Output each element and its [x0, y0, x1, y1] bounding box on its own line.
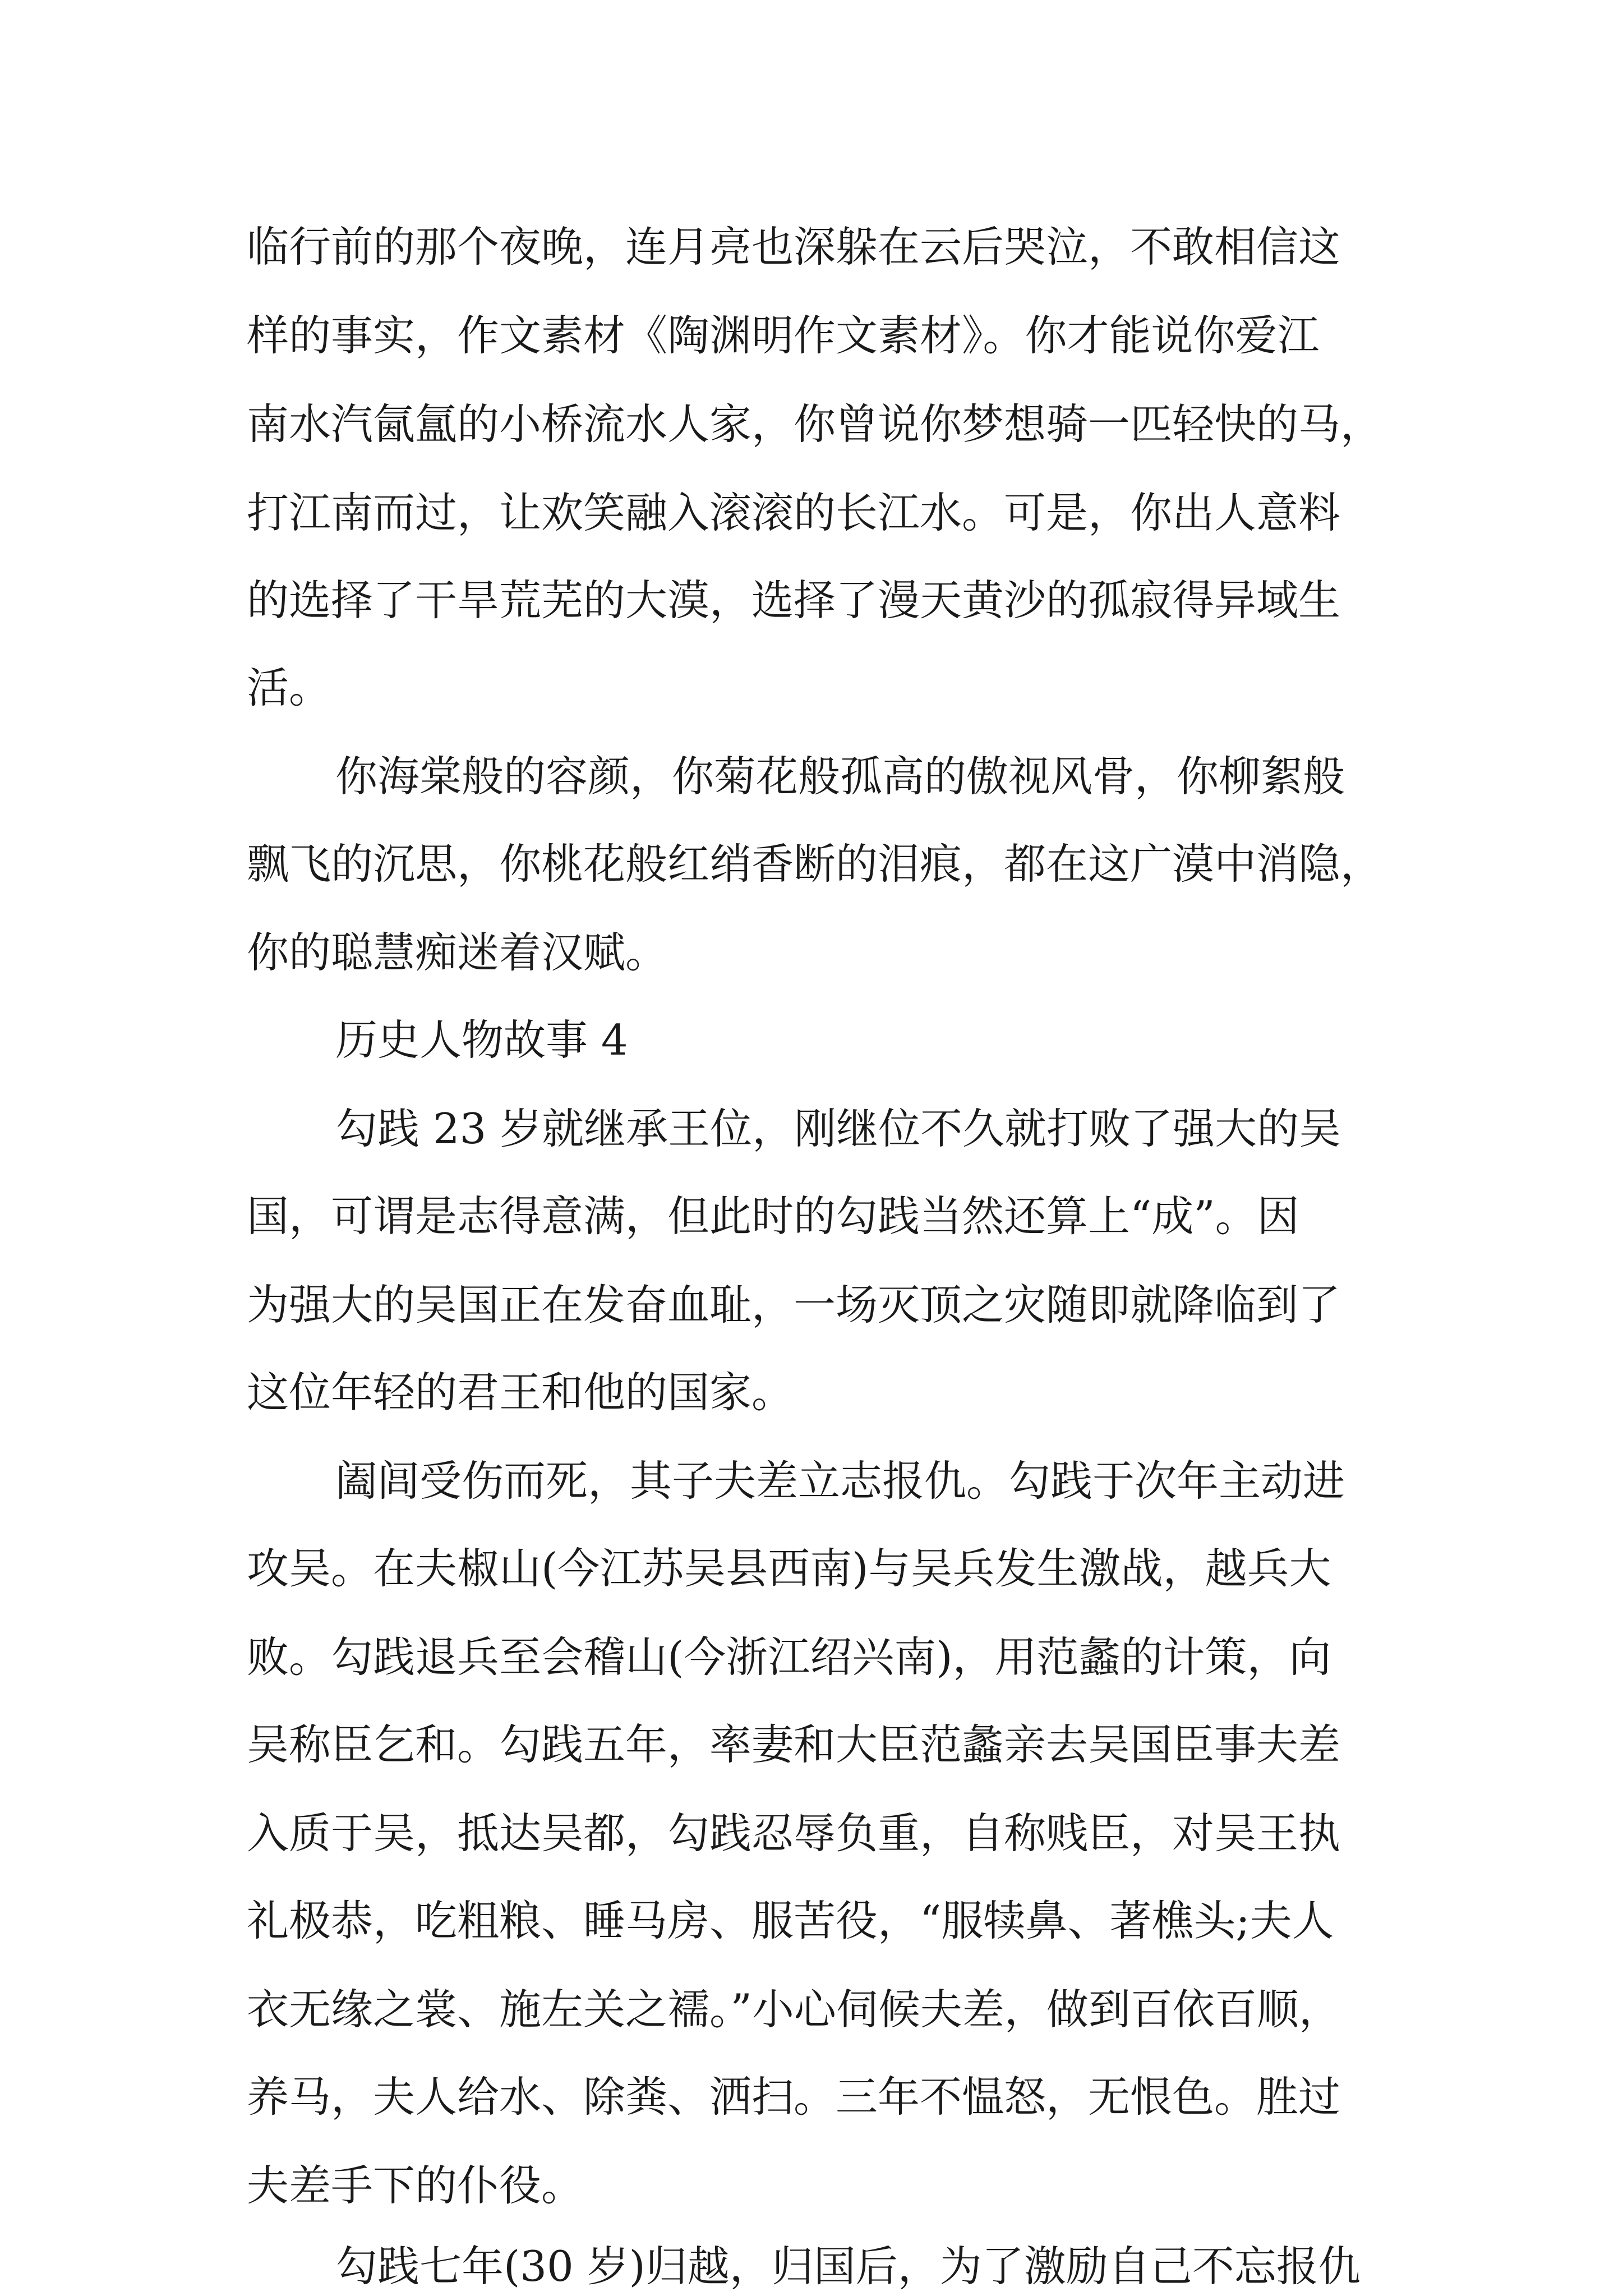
- text-line: 攻吴。在夫椒山(今江苏吴县西南)与吴兵发生激战，越兵大: [247, 1544, 1331, 1593]
- section-heading: 历史人物故事 4: [335, 1015, 628, 1065]
- text-line: 国，可谓是志得意满，但此时的勾践当然还算上“成”。因: [247, 1191, 1299, 1241]
- text-line: 养马，夫人给水、除粪、洒扫。三年不愠怒，无恨色。胜过: [247, 2072, 1341, 2122]
- text-line: 南水汽氤氲的小桥流水人家，你曾说你梦想骑一匹轻快的马，: [247, 399, 1383, 449]
- text-line: 入质于吴，抵达吴都，勾践忍辱负重，自称贱臣，对吴王执: [247, 1809, 1341, 1858]
- text-line: 败。勾践退兵至会稽山(今浙江绍兴南)，用范蠡的计策，向: [247, 1632, 1331, 1682]
- paragraph-first-line: 阖闾受伤而死，其子夫差立志报仇。勾践于次年主动进: [335, 1456, 1345, 1506]
- text-line: 礼极恭，吃粗粮、睡马房、服苦役，“服犊鼻、著樵头;夫人: [247, 1896, 1334, 1945]
- paragraph-first-line: 勾践 23 岁就继承王位，刚继位不久就打败了强大的吴: [335, 1104, 1341, 1153]
- text-line: 打江南而过，让欢笑融入滚滚的长江水。可是，你出人意料: [247, 488, 1341, 537]
- text-line: 的选择了干旱荒芜的大漠，选择了漫天黄沙的孤寂得异域生: [247, 576, 1341, 625]
- paragraph-first-line: 你海棠般的容颜，你菊花般孤高的傲视风骨，你柳絮般: [335, 752, 1345, 801]
- text-line: 这位年轻的君王和他的国家。: [247, 1368, 794, 1417]
- text-line: 夫差手下的仆役。: [247, 2161, 584, 2210]
- text-line: 活。: [247, 663, 331, 712]
- paragraph-first-line: 勾践七年(30 岁)归越，归国后，为了激励自己不忘报仇: [335, 2242, 1361, 2291]
- text-line: 衣无缘之裳、施左关之襦。”小心伺候夫差，做到百依百顺，: [247, 1985, 1341, 2034]
- text-line: 飘飞的沉思，你桃花般红绡香断的泪痕，都在这广漠中消隐，: [247, 839, 1383, 889]
- text-line: 临行前的那个夜晚，连月亮也深躲在云后哭泣，不敢相信这: [247, 222, 1341, 272]
- text-line: 吴称臣乞和。勾践五年，率妻和大臣范蠡亲去吴国臣事夫差: [247, 1720, 1341, 1769]
- text-line: 你的聪慧痴迷着汉赋。: [247, 928, 668, 977]
- text-line: 样的事实，作文素材《陶渊明作文素材》。你才能说你爱江: [247, 311, 1320, 360]
- text-line: 为强大的吴国正在发奋血耻，一场灭顶之灾随即就降临到了: [247, 1280, 1341, 1329]
